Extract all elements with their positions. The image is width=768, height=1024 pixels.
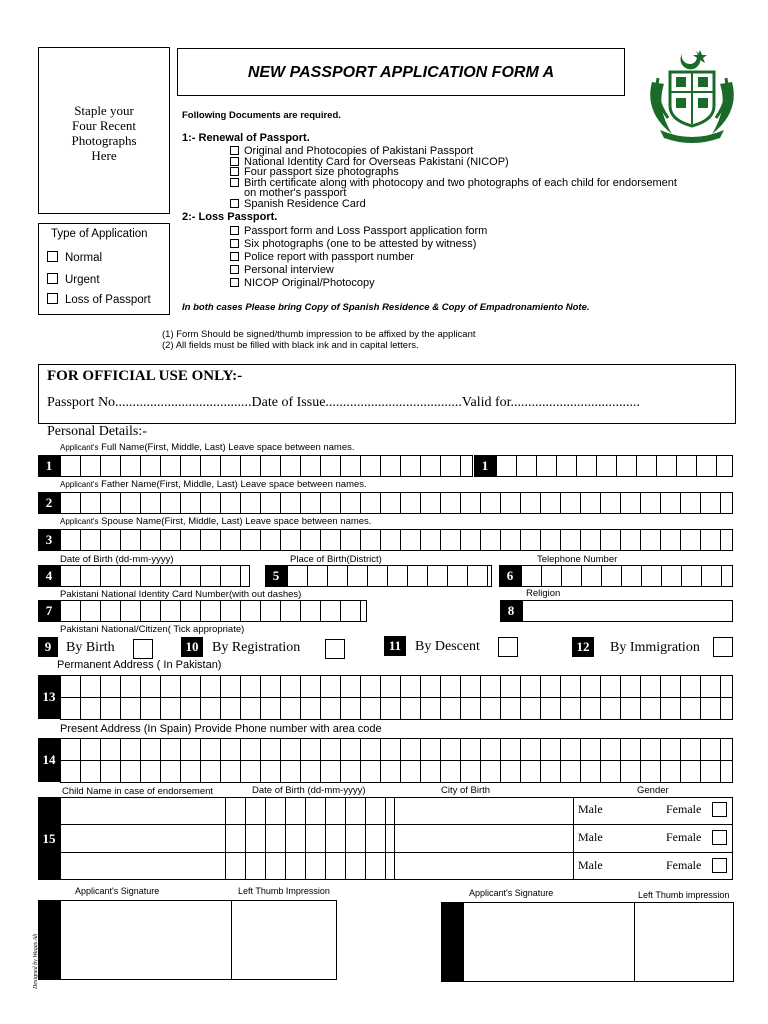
loss-item[interactable]: Six photographs (one to be attested by witness) — [230, 238, 740, 251]
telephone-grid[interactable] — [521, 565, 733, 587]
place-of-birth-grid[interactable] — [287, 565, 492, 587]
checkbox-icon[interactable] — [230, 239, 239, 248]
telephone-label: Telephone Number — [537, 554, 618, 565]
field-number-1b: 1 — [474, 455, 496, 477]
applicant-signature-label: Applicant's Signature — [75, 886, 160, 896]
dob-grid[interactable] — [60, 565, 250, 587]
loss-list — [230, 225, 740, 290]
field-number-11: 11 — [384, 636, 406, 656]
field-number-12: 12 — [572, 637, 594, 657]
left-thumb-label: Left Thumb Impression — [238, 886, 330, 896]
child1-female: Female — [666, 802, 702, 816]
designed-by: Designed by Waqas Ali — [33, 933, 39, 989]
religion-label: Religion — [526, 588, 561, 599]
by-birth-label: By Birth — [66, 640, 115, 655]
photo-box — [38, 47, 170, 214]
citizen-label: Pakistani National/Citizen( Tick appropriate) — [60, 624, 245, 635]
permanent-address-label: Permanent Address ( In Pakistan) — [57, 659, 222, 671]
renewal-item-cont: on mother's passport — [244, 187, 347, 199]
form-title: NEW PASSPORT APPLICATION FORM A — [247, 64, 555, 81]
by-immigration-checkbox[interactable] — [713, 637, 733, 657]
child-name-label: Child Name in case of endorsement — [62, 786, 214, 797]
by-registration-label: By Registration — [212, 640, 301, 655]
option-urgent[interactable]: Urgent — [47, 273, 100, 286]
present-address-grid[interactable] — [60, 738, 733, 783]
checkbox-icon[interactable] — [230, 178, 239, 187]
renewal-item[interactable]: National Identity Card for Overseas Pakistani (NICOP) — [230, 157, 740, 168]
child3-female: Female — [666, 858, 702, 872]
loss-item[interactable]: Passport form and Loss Passport application form — [230, 225, 740, 238]
checkbox-icon[interactable] — [230, 278, 239, 287]
by-registration-checkbox[interactable] — [325, 639, 345, 659]
field-number-13: 13 — [38, 675, 60, 719]
cnic-label: Pakistani National Identity Card Number(with out dashes) — [60, 589, 302, 600]
checkbox-icon[interactable] — [230, 146, 239, 155]
renewal-list — [230, 146, 740, 209]
application-type-title: Type of Application — [51, 228, 148, 240]
father-name-grid[interactable] — [60, 492, 733, 514]
loss-heading: 2:- Loss Passport. — [182, 211, 278, 223]
renewal-item[interactable]: Original and Photocopies of Pakistani Passport — [230, 146, 740, 157]
left-thumb-label-2: Left Thumb impression — [638, 890, 730, 900]
field-number-7: 7 — [38, 600, 60, 622]
by-descent-label: By Descent — [415, 639, 480, 654]
by-descent-checkbox[interactable] — [498, 637, 518, 657]
applicant-signature-label-2: Applicant's Signature — [469, 888, 554, 898]
renewal-item[interactable]: Four passport size photographs — [230, 167, 740, 178]
full-name-label: Applicant's Full Name(First, Middle, Last) Leave space between names. — [60, 442, 355, 453]
official-use-title: FOR OFFICIAL USE ONLY:- — [47, 368, 243, 384]
field-number-4: 4 — [38, 565, 60, 587]
checkbox-icon[interactable] — [230, 167, 239, 176]
place-of-birth-label: Place of Birth(District) — [290, 554, 382, 565]
permanent-address-grid[interactable] — [60, 675, 733, 720]
child1-female-checkbox[interactable] — [712, 802, 727, 817]
left-thumb-box[interactable] — [231, 900, 337, 980]
child2-male: Male — [578, 830, 603, 844]
photo-box-text: Staple your Four Recent Photographs Here — [71, 103, 137, 163]
field-number-8: 8 — [500, 600, 522, 622]
checkbox-icon[interactable] — [230, 226, 239, 235]
note-2: (2) All fields must be filled with black ink and in capital letters. — [162, 340, 419, 351]
checkbox-icon[interactable] — [230, 157, 239, 166]
loss-item[interactable]: NICOP Original/Photocopy — [230, 277, 740, 290]
checkbox-icon[interactable] — [230, 252, 239, 261]
father-name-label: Applicant's Father Name(First, Middle, Last) Leave space between names. — [60, 479, 367, 490]
by-immigration-label: By Immigration — [610, 640, 700, 655]
child2-female: Female — [666, 830, 702, 844]
both-cases-note: In both cases Please bring Copy of Spanish Residence & Copy of Empadronamiento Note. — [182, 302, 590, 313]
religion-field[interactable] — [522, 600, 733, 622]
checkbox-icon[interactable] — [230, 265, 239, 274]
official-use-box — [38, 364, 736, 424]
spouse-name-grid[interactable] — [60, 529, 733, 551]
city-of-birth-label: City of Birth — [441, 785, 491, 796]
child3-female-checkbox[interactable] — [712, 858, 727, 873]
field-number-15: 15 — [38, 797, 60, 880]
child1-male: Male — [578, 802, 603, 816]
title-box — [177, 48, 625, 96]
field-number-14: 14 — [38, 738, 60, 782]
applicant-signature-box-2[interactable] — [463, 902, 635, 982]
docs-required-label: Following Documents are required. — [182, 110, 341, 121]
note-1: (1) Form Should be signed/thumb impression to be affixed by the applicant — [162, 329, 476, 340]
child-dob-grid[interactable] — [225, 797, 395, 880]
child2-female-checkbox[interactable] — [712, 830, 727, 845]
spouse-name-label: Applicant's Spouse Name(First, Middle, Last) Leave space between names. — [60, 516, 372, 527]
field-number-6: 6 — [499, 565, 521, 587]
child3-male: Male — [578, 858, 603, 872]
by-birth-checkbox[interactable] — [133, 639, 153, 659]
field-number-3: 3 — [38, 529, 60, 551]
child-dob-label: Date of Birth (dd-mm-yyyy) — [252, 785, 366, 796]
signature-bar-left — [38, 900, 60, 980]
loss-item[interactable]: Personal interview — [230, 264, 740, 277]
checkbox-icon[interactable] — [47, 293, 58, 304]
renewal-item[interactable]: Spanish Residence Card — [230, 199, 740, 210]
option-normal[interactable]: Normal — [47, 251, 102, 264]
loss-item[interactable]: Police report with passport number — [230, 251, 740, 264]
field-number-1: 1 — [38, 455, 60, 477]
renewal-heading: 1:- Renewal of Passport. — [182, 132, 310, 144]
field-number-9: 9 — [38, 637, 58, 657]
pakistan-emblem-icon — [640, 44, 744, 146]
signature-bar-right — [441, 902, 463, 982]
full-name-grid[interactable] — [60, 455, 473, 477]
full-name-grid-2[interactable] — [496, 455, 733, 477]
application-type-box — [38, 223, 170, 315]
gender-label: Gender — [637, 785, 669, 796]
applicant-signature-box[interactable] — [60, 900, 232, 980]
field-number-5: 5 — [265, 565, 287, 587]
left-thumb-box-2[interactable] — [634, 902, 734, 982]
child-table — [60, 797, 733, 880]
field-number-10: 10 — [181, 637, 203, 657]
personal-details-heading: Personal Details:- — [47, 424, 147, 439]
dob-label: Date of Birth (dd-mm-yyyy) — [60, 554, 174, 565]
checkbox-icon[interactable] — [47, 251, 58, 262]
renewal-item[interactable]: Birth certificate along with photocopy and two photographs of each child for endorsement — [230, 178, 740, 189]
present-address-label: Present Address (In Spain) Provide Phone number with area code — [60, 723, 382, 735]
checkbox-icon[interactable] — [230, 199, 239, 208]
field-number-2: 2 — [38, 492, 60, 514]
checkbox-icon[interactable] — [47, 273, 58, 284]
cnic-grid[interactable] — [60, 600, 367, 622]
official-use-line[interactable]: Passport No.......................................Date of Issue.......................................Valid for..................................... — [47, 395, 641, 410]
option-loss[interactable]: Loss of Passport — [47, 293, 151, 306]
